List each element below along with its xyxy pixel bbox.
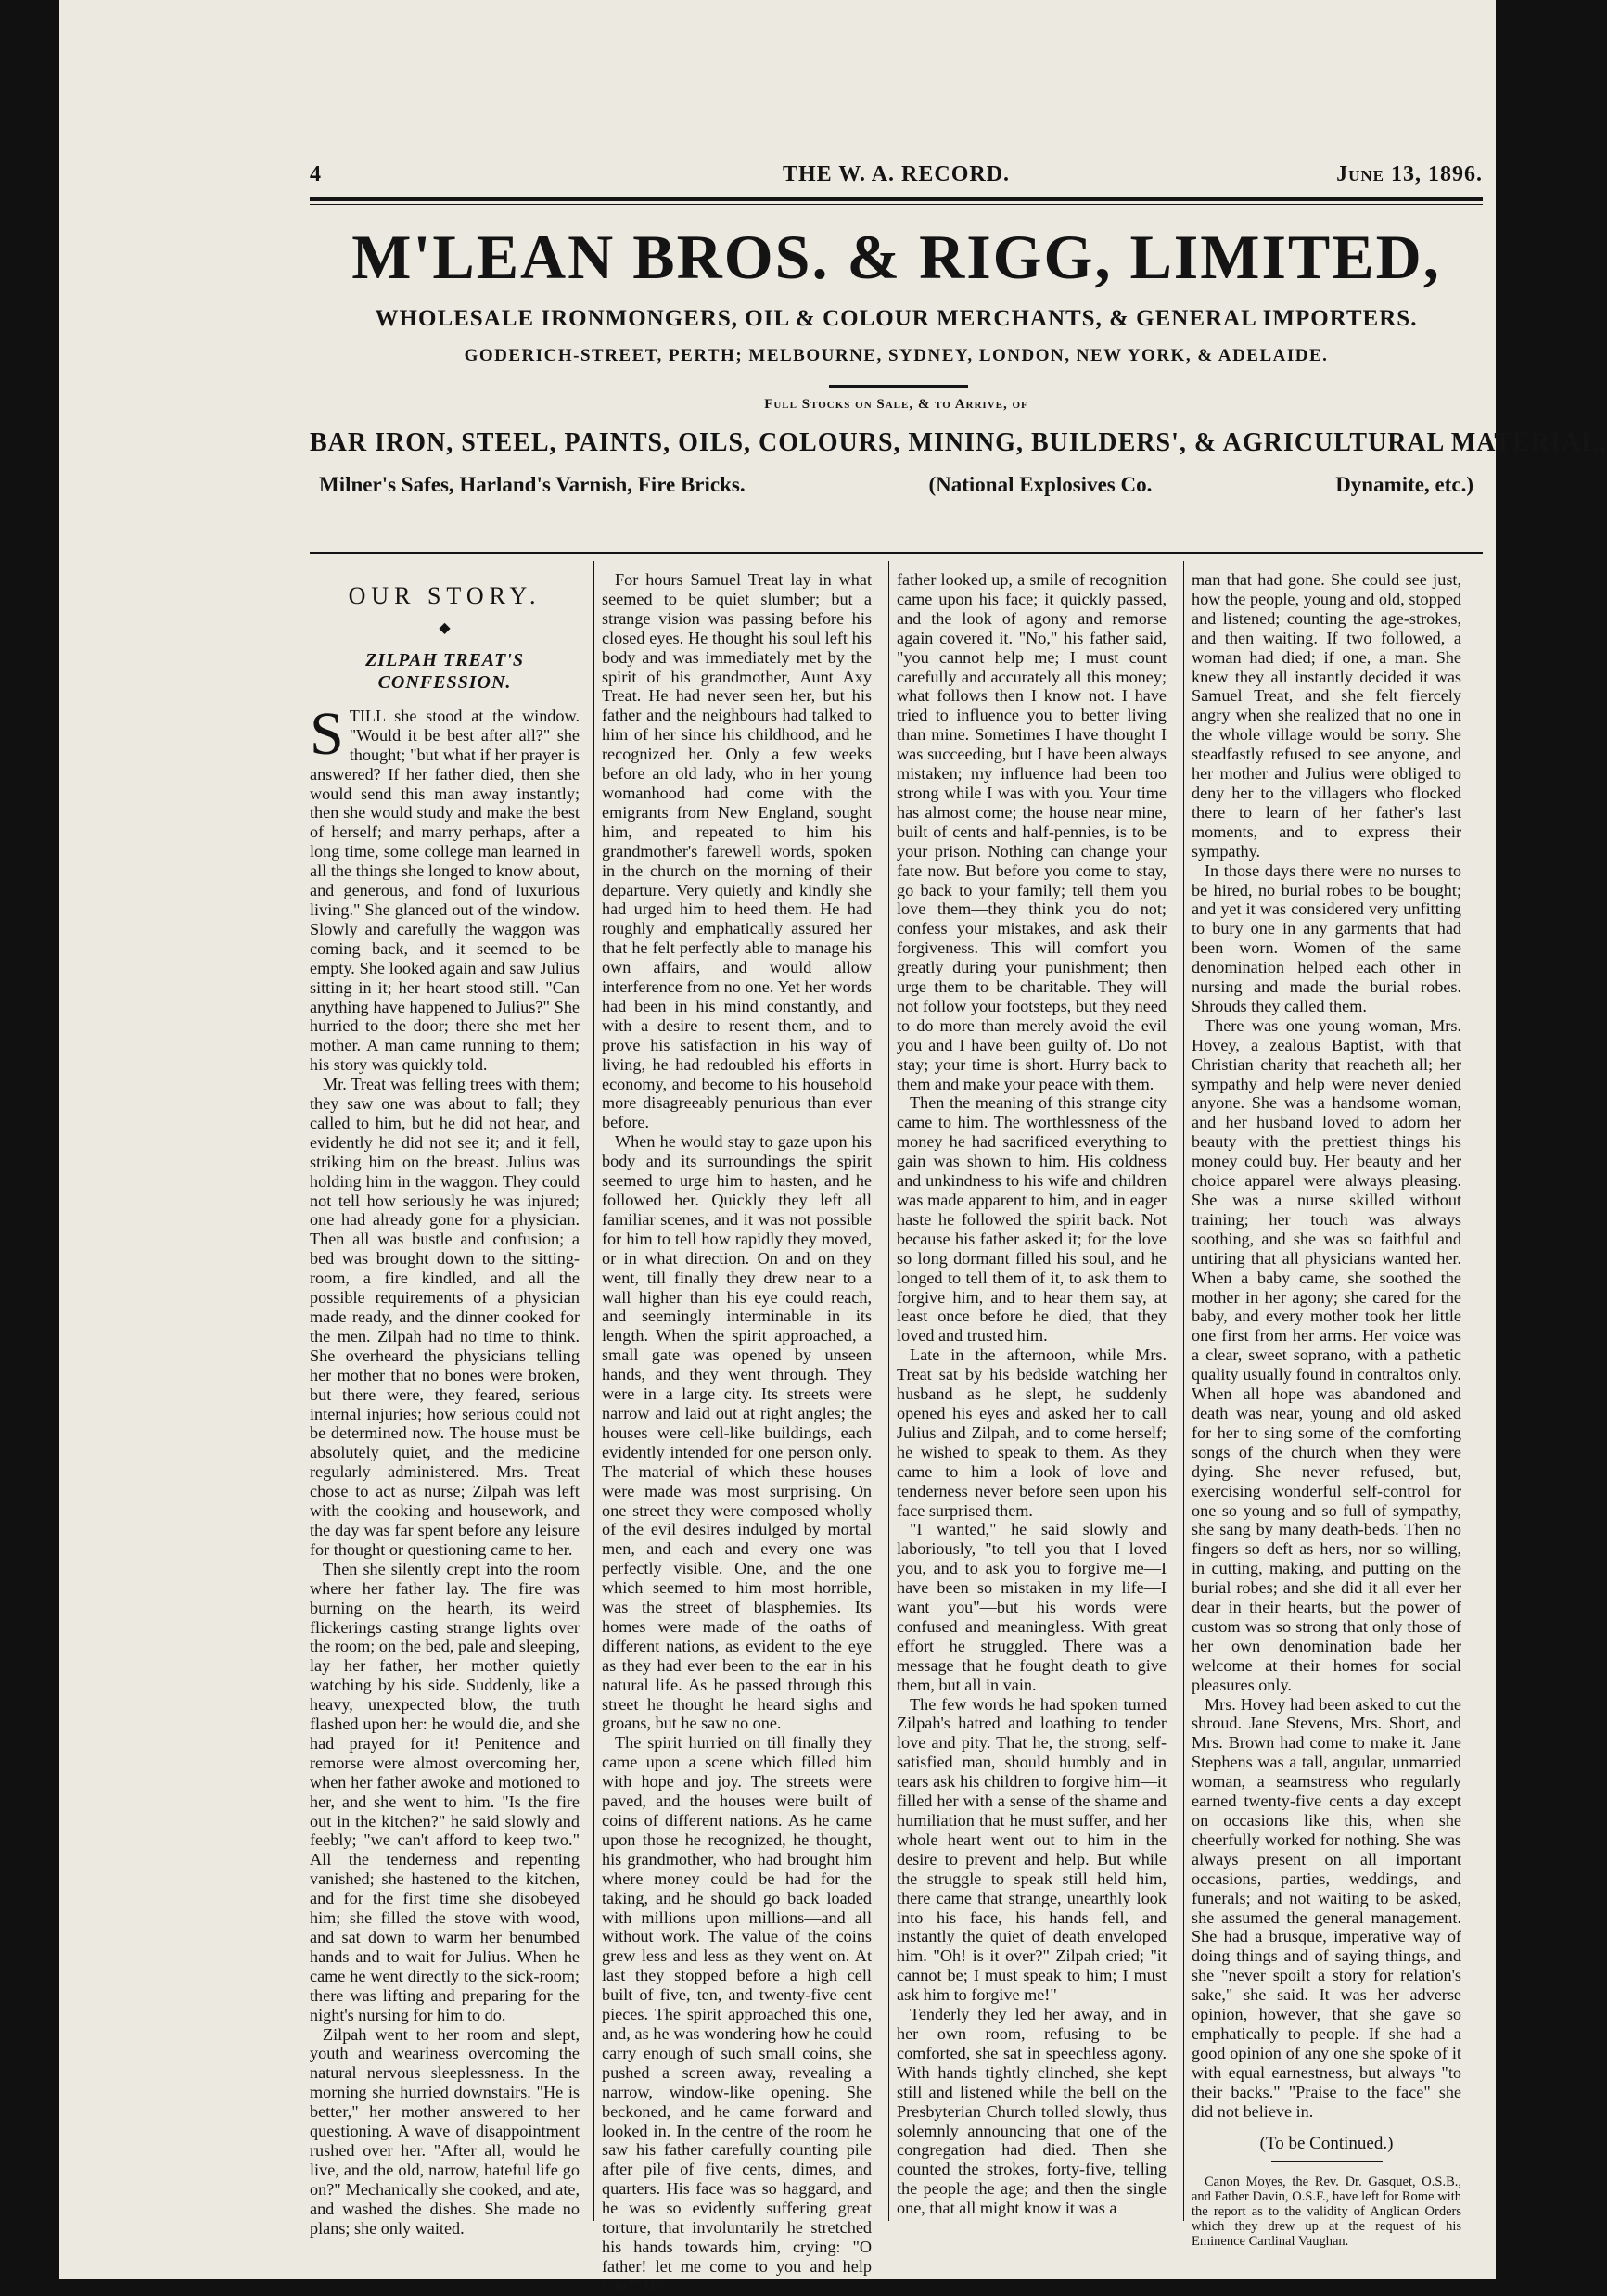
body-top-rule: [310, 552, 1483, 554]
paragraph: Then the meaning of this strange city came to him. The worthlessness of the money he had sacrificed everything to gain was shown to him. His coldness and unkindness to his wife and children was made apparent to him, and in eager haste he followed the spirit back. Not because his father asked it; for the love so long dormant filled his soul, and he longed to tell them of it, to ask them to forgive him, and to hear them say, at least once before he died, that they loved and trusted him.: [897, 1093, 1167, 1346]
ad-sundries-1: Milner's Safes, Harland's Varnish, Fire Bricks.: [319, 473, 746, 496]
publication-title: THE W. A. RECORD.: [782, 162, 1011, 186]
to-be-continued: (To be Continued.): [1259, 2133, 1394, 2153]
paragraph: Late in the afternoon, while Mrs. Treat sat by his bedside watching her husband as he slept, he suddenly opened his eyes and asked her to call Julius and Zilpah, and to come herself; he wished to speak to them. As they came to him a look of love and tenderness never before seen upon his face surprised them.: [897, 1346, 1167, 1520]
page-number: 4: [310, 162, 322, 186]
ornament-divider: ◆: [439, 619, 451, 636]
ad-materials-line: BAR IRON, STEEL, PAINTS, OILS, COLOURS, MINING, BUILDERS', & AGRICULTURAL MATERIAL,: [310, 428, 1607, 457]
ad-sundries-3: Dynamite, etc.): [1335, 473, 1473, 496]
ad-address-line: GODERICH-STREET, PERTH; MELBOURNE, SYDNEY, LONDON, NEW YORK, & ADELAIDE.: [464, 346, 1329, 365]
note-divider: [1271, 2161, 1383, 2162]
issue-date: June 13, 1896.: [1336, 162, 1483, 186]
ad-divider: [829, 385, 968, 388]
paragraph: Mr. Treat was felling trees with them; they saw one was about to fall; they called to him, but he did not hear, and evidently he did not see it; and it fell, striking him on the breast. Julius was holding him in the waggon. They could not tell how seriously he was injured; one had already gone for a physician. Then all was bustle and confusion; a bed was brought down to the sitting-room, a fire kindled, and all the possible requirements of a physician made ready, and the dinner cooked for the men. Zilpah had no time to think. She overheard the physicians telling her mother that no bones were broken, but there were, they feared, serious internal injuries; how serious could not be determined now. The house must be absolutely quiet, and the medicine regularly administered. Mrs. Treat chose to act as nurse; Zilpah was left with the cooking and housework, and the day was far spent before any leisure for thought or questioning came to her.: [310, 1075, 580, 1559]
ad-sundries-line: [319, 473, 1473, 497]
story-title: ZILPAH TREAT'S CONFESSION.: [365, 649, 524, 693]
paragraph: Tenderly they led her away, and in her own room, refusing to be comforted, she sat in speechless agony. With hands tightly clinched, she kept still and listened while the bell on the Presbyterian Church tolled slowly, thus solemnly announcing that one of the congregation had died. Then she counted the strokes, forty-five, telling the people the age; and then the single one, that all might know it was a: [897, 2005, 1167, 2218]
column-3: [897, 570, 1167, 2226]
column-2: [602, 570, 872, 2295]
paragraph: Mrs. Hovey had been asked to cut the shroud. Jane Stevens, Mrs. Short, and Mrs. Brown had come to make it. Jane Stephens was a tall, angular, unmarried woman, a seamstress who regularly earned twenty-five cents a day except on occasions like this, when she cheerfully worked for nothing. She was always present on all important occasions, parties, weddings, and funerals; and not waiting to be asked, she assumed the general management. She had a brusque, imperative way of doing things and of saying things, and she "never spoilt a story for relation's sake," she said. It was her adverse opinion, however, that she gave so emphatically to people. If she had a good opinion of any one she spoke of it with equal earnestness, but always "to their backs." "Praise to the face" she did not believe in.: [1192, 1694, 1461, 2121]
running-header: [310, 162, 1483, 199]
paragraph: For hours Samuel Treat lay in what seemed to be quiet slumber; but a strange vision was passing before his closed eyes. He thought his soul left his body and was immediately met by the spirit of his grandmother, Aunt Axy Treat. He had never seen her, but his father and the neighbours had talked to him of her since his childhood, and he recognized her. Only a few weeks before an old lady, who in her young womanhood had come with the emigrants from New England, sought him, and repeated to him his grandmother's farewell words, spoken in the church on the morning of their departure. Very quietly and kindly she had urged him to heed them. He had roughly and emphatically assured her that he felt perfectly able to manage his own affairs, and would allow interference from no one. Yet her words had been in his mind constantly, and with a desire to resent them, and to prove his satisfaction in his way of living, he had redoubled his efforts in economy, and become to his household more disagreeably penurious than ever before.: [602, 570, 872, 1132]
paragraph: "I wanted," he said slowly and laboriously, "to tell you that I loved you, and to ask you to forgive me—I have been so mistaken in my life—I want you"—but his words were confused and meaningless. With great effort he struggled. There was a message that he fought death to give them, but all in vain.: [897, 1520, 1167, 1694]
ad-trade-line: WHOLESALE IRONMONGERS, OIL & COLOUR MERCHANTS, & GENERAL IMPORTERS.: [375, 306, 1418, 331]
paragraph: man that had gone. She could see just, how the people, young and old, stopped and listened; counting the age-strokes, and then waiting. If two followed, a woman had died; if one, a man. She knew they all instantly decided it was Samuel Treat, and she felt fiercely angry when she realized that no one in the whole village would be sorry. She steadfastly refused to see anyone, and her mother and Julius were obliged to deny her to the villagers who flocked there to learn of her father's last moments, and to express their sympathy.: [1192, 570, 1461, 861]
paragraph: Zilpah went to her room and slept, youth and weariness overcoming the natural nervous sleeplessness. In the morning she hurried downstairs. "He is better," her mother answered to her questioning. A wave of disappointment rushed over her. "After all, would he live, and the old, narrow, hateful life go on?" Mechanically she cooked, and ate, and washed the dishes. She made no plans; she only waited.: [310, 2024, 580, 2238]
ad-firm-name: M'LEAN BROS. & RIGG, LIMITED,: [351, 222, 1441, 292]
paragraph: Then she silently crept into the room where her father lay. The fire was burning on the hearth, its weird flickerings casting strange lights over the room; on the bed, pale and sleeping, lay her father, her mother quietly watching by his side. Suddenly, like a heavy, unexpected blow, the truth flashed upon her: he would die, and she had prayed for it! Penitence and remorse were almost overcoming her, when her father awoke and motioned to her, and she went to him. "Is the fire out in the kitchen?" he said slowly and feebly; "we can't afford to keep two." All the tenderness and repenting vanished; she hastened to the kitchen, and for the first time she disobeyed him; she filled the stove with wood, and sat down to warm her benumbed hands and to wait for Julius. When he came he went directly to the sick-room; there was lifting and preparing for the night's nursing for him to do.: [310, 1559, 580, 2024]
ad-sundries-2: (National Explosives Co.: [928, 473, 1153, 496]
paragraph: When he would stay to gaze upon his body and its surroundings the spirit seemed to urge him to hasten, and he followed her. Quickly they left all familiar scenes, and it was not possible for him to tell how rapidly they moved, or in what direction. On and on they went, till finally they drew near to a wall higher than his eye could reach, and seemingly interminable in its length. When the spirit approached, a small gate was opened by unseen hands, and they went through. They were in a large city. Its streets were narrow and laid out at right angles; the houses were cell-like buildings, each evidently intended for one person only. The material of which these houses were made was most surprising. On one street they were composed wholly of the evil desires indulged by mortal men, and each and every one was perfectly visible. One, and the one which seemed to him most horrible, was the street of blasphemies. Its homes were made of the oaths of different nations, as evident to the eye as they had ever been to the ear in his natural life. As he passed through this street he thought he heard sighs and groans, but he saw no one.: [602, 1132, 872, 1733]
header-rule-thin: [310, 204, 1483, 205]
news-note: Canon Moyes, the Rev. Dr. Gasquet, O.S.B., and Father Davin, O.S.F., have left for Rome with the report as to the validity of Anglican Orders which they drew up at the request of his Eminence Cardinal Vaughan.: [1192, 2175, 1461, 2250]
paragraph: [310, 699, 580, 1075]
column-rule-1: [593, 561, 594, 2221]
paragraph: The few words he had spoken turned Zilpah's hatred and loathing to tender love and pity. That he, the strong, self-satisfied man, should humbly and in tears ask his children to forgive him—it filled her with a sense of the shame and humiliation that he must suffer, and her whole heart went out to him in the desire to prevent and help. But while the struggle to speak still held him, there came that strange, unearthly look into his face, his hands fell, and instantly the quiet of death enveloped him. "Oh! is it over?" Zilpah cried; "it cannot be; I must speak to him; I must ask him to forgive me!": [897, 1694, 1167, 2005]
ad-stocks-line: Full Stocks on Sale, & to Arrive, of: [764, 397, 1028, 412]
column-rule-2: [888, 561, 889, 2221]
paragraph-text: TILL she stood at the window. "Would it be best after all?" she thought; "but what if her prayer is answered? If her father died, then she would send this man away instantly; then she would study and make the best of herself; and marry perhaps, after a long time, some college man learned in all the things she longed to know about, and generous, and fond of luxurious living." She glanced out of the window. Slowly and carefully the waggon was coming back, and it seemed to be empty. She looked again and saw Julius sitting in it; her heart stood still. "Can anything have happened to Julius?" She hurried to the door; there she met her mother. A man came running to them; his story was quickly told.: [310, 706, 580, 1075]
paragraph: The spirit hurried on till finally they came upon a scene which filled him with hope and joy. The streets were paved, and the houses were built of coins of different nations. As he came upon those he recognized, he thought, his grandmother, who had brought him where money could be had for the taking, and he should go back loaded with millions upon millions—and all without work. The value of the coins grew less and less as they went on. At last they stopped before a high cell built of five, ten, and twenty-five cent pieces. The spirit approached this one, and, as he was wondering how he could carry enough of such small coins, she pushed a screen away, revealing a narrow, window-like opening. She beckoned, and he came forward and looked in. In the centre of the room he saw his father carefully counting pile after pile of five cents, dimes, and quarters. His face was so haggard, and he was so evidently suffering great torture, that involuntarily he stretched his hands towards him, crying: "O father! let me come to you and help you!" His: [602, 1733, 872, 2295]
newspaper-page: [59, 0, 1607, 2295]
drop-cap: S: [310, 699, 344, 768]
paragraph: father looked up, a smile of recognition came upon his face; it quickly passed, and the look of agony and remorse again covered it. "No," his father said, "you cannot help me; I must count carefully and accurately all this money; what follows then I know not. I have tried to influence you to better living than mine. Sometimes I have thought I was succeeding, but I have been always mistaken; my influence had been too strong while I was with you. Your time has almost come; the house near mine, built of cents and half-pennies, is to be your prison. Nothing can change your fate now. But before you come to stay, go back to your family; tell them you love them—they think you do not; confess your mistakes, and ask their forgiveness. This will comfort you greatly during your punishment; then urge them to be charitable. They will not follow your footsteps, but they need to do more than merely avoid the evil you and I have been guilty of. Do not stay; your time is short. Hurry back to them and make your peace with them.: [897, 570, 1167, 1093]
section-heading: OUR STORY.: [348, 582, 542, 609]
column-rule-3: [1183, 561, 1184, 2221]
advertisement: [310, 213, 1607, 566]
paragraph: There was one young woman, Mrs. Hovey, a zealous Baptist, with that Christian charity that reacheth all; her sympathy and help were never denied anyone. She was a handsome woman, and her husband loved to adorn her beauty with the prettiest things his money could buy. Her beauty and her choice apparel were always pleasing. She was a nurse skilled without training; her touch was always soothing, and she was so faithful and untiring that all physicians wanted her. When a baby came, she soothed the mother in her agony; she cared for the baby, and every mother took her little one first from her arms. Her voice was a clear, sweet soprano, with a pathetic quality usually found in contraltos only. When all hope was abandoned and death was near, young and old asked for her to sing some of the comforting songs of the church when they were dying. She never refused, but, exercising wonderful self-control for one so young and so full of sympathy, she sang by many death-beds. Then no fingers so deft as hers, nor so willing, in cutting, making, and putting on the burial robes; and she did it all ever her dear in their hearts, but the power of custom was so strong that only those of her own denomination bade her welcome at their homes for social pleasures only.: [1192, 1015, 1461, 1694]
page-content: [254, 148, 1607, 2295]
header-rule: [310, 197, 1483, 201]
paragraph: In those days there were no nurses to be hired, no burial robes to be bought; and yet it was considered very unfitting to bury one in any garments that had been worn. Women of the same denomination helped each other in nursing and made the burial robes. Shrouds they called them.: [1192, 861, 1461, 1015]
column-1: [310, 570, 580, 2238]
column-4: [1192, 570, 1461, 2250]
